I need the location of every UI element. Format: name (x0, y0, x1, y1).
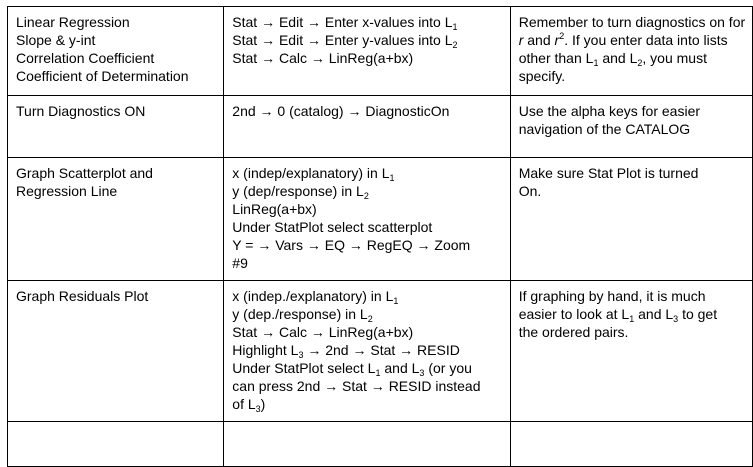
step-line: y (dep/response) in $L_2$ (232, 183, 369, 201)
note-cell (510, 422, 752, 467)
note-text: Remember to turn diagnostics on for r and $r^2$. If you enter data into lists other than $L_1$ and $L_2$, you must specify. (518, 14, 746, 84)
task-line: Coefficient of Determination (16, 68, 189, 84)
task-line: Regression Line (16, 183, 118, 199)
note-line: On. (518, 183, 542, 199)
step-line: Stat → Calc → LinReg(a+bx) (232, 324, 414, 340)
step-line: 2nd → 0 (catalog) → DiagnosticOn (232, 103, 450, 119)
step-line: y (dep./response) in $L_2$ (232, 306, 373, 324)
steps-cell (224, 7, 510, 96)
step-line: of $L_3$) (232, 396, 266, 414)
task-cell (8, 96, 224, 158)
task-cell (8, 7, 224, 96)
step-line: Stat → Edit → Enter x-values into $L_1$ (232, 14, 458, 32)
step-line: #9 (232, 255, 248, 271)
step-line: Stat → Calc → LinReg(a+bx) (232, 50, 414, 66)
task-cell (8, 158, 224, 281)
step-line: can press 2nd → Stat → RESID instead (232, 378, 481, 394)
table-row (8, 422, 753, 467)
step-line: Stat → Edit → Enter y-values into $L_2$ (232, 32, 458, 50)
step-line: Highlight $L_3 \to 2nd$ → Stat → RESID (232, 342, 460, 360)
note-line: the ordered pairs. (518, 324, 629, 340)
table-row (8, 281, 753, 422)
table-row (8, 158, 753, 281)
table-row (8, 7, 753, 96)
task-line: Linear Regression (16, 14, 130, 30)
step-line: Under StatPlot select $L_1$ and $L_3$ (or you (232, 360, 472, 378)
task-line: Graph Residuals Plot (16, 288, 149, 304)
ti-regression-instructions-table (7, 6, 753, 467)
steps-cell (224, 281, 510, 422)
steps-cell (224, 96, 510, 158)
step-line: Under StatPlot select scatterplot (232, 219, 433, 235)
step-line: Y = → Vars → EQ → RegEQ → Zoom (232, 237, 471, 253)
task-cell (8, 281, 224, 422)
note-line: easier to look at $L_1$ and $L_3$ to get (518, 306, 718, 324)
note-text: Use the alpha keys for easier navigation of the CATALOG (518, 103, 701, 137)
note-cell (510, 7, 752, 96)
task-line: Turn Diagnostics ON (16, 103, 146, 119)
steps-cell (224, 422, 510, 467)
task-line: Slope & y-int (16, 32, 96, 48)
note-cell (510, 281, 752, 422)
steps-cell (224, 158, 510, 281)
task-line: Graph Scatterplot and (16, 165, 153, 181)
note-line: If graphing by hand, it is much (518, 288, 706, 304)
step-line: LinReg(a+bx) (232, 201, 317, 217)
table-row (8, 96, 753, 158)
task-cell (8, 422, 224, 467)
note-cell (510, 158, 752, 281)
task-line: Correlation Coefficient (16, 50, 155, 66)
step-line: x (indep./explanatory) in $L_1$ (232, 288, 399, 306)
note-line: Make sure Stat Plot is turned (518, 165, 699, 181)
note-cell (510, 96, 752, 158)
step-line: x (indep/explanatory) in $L_1$ (232, 165, 395, 183)
